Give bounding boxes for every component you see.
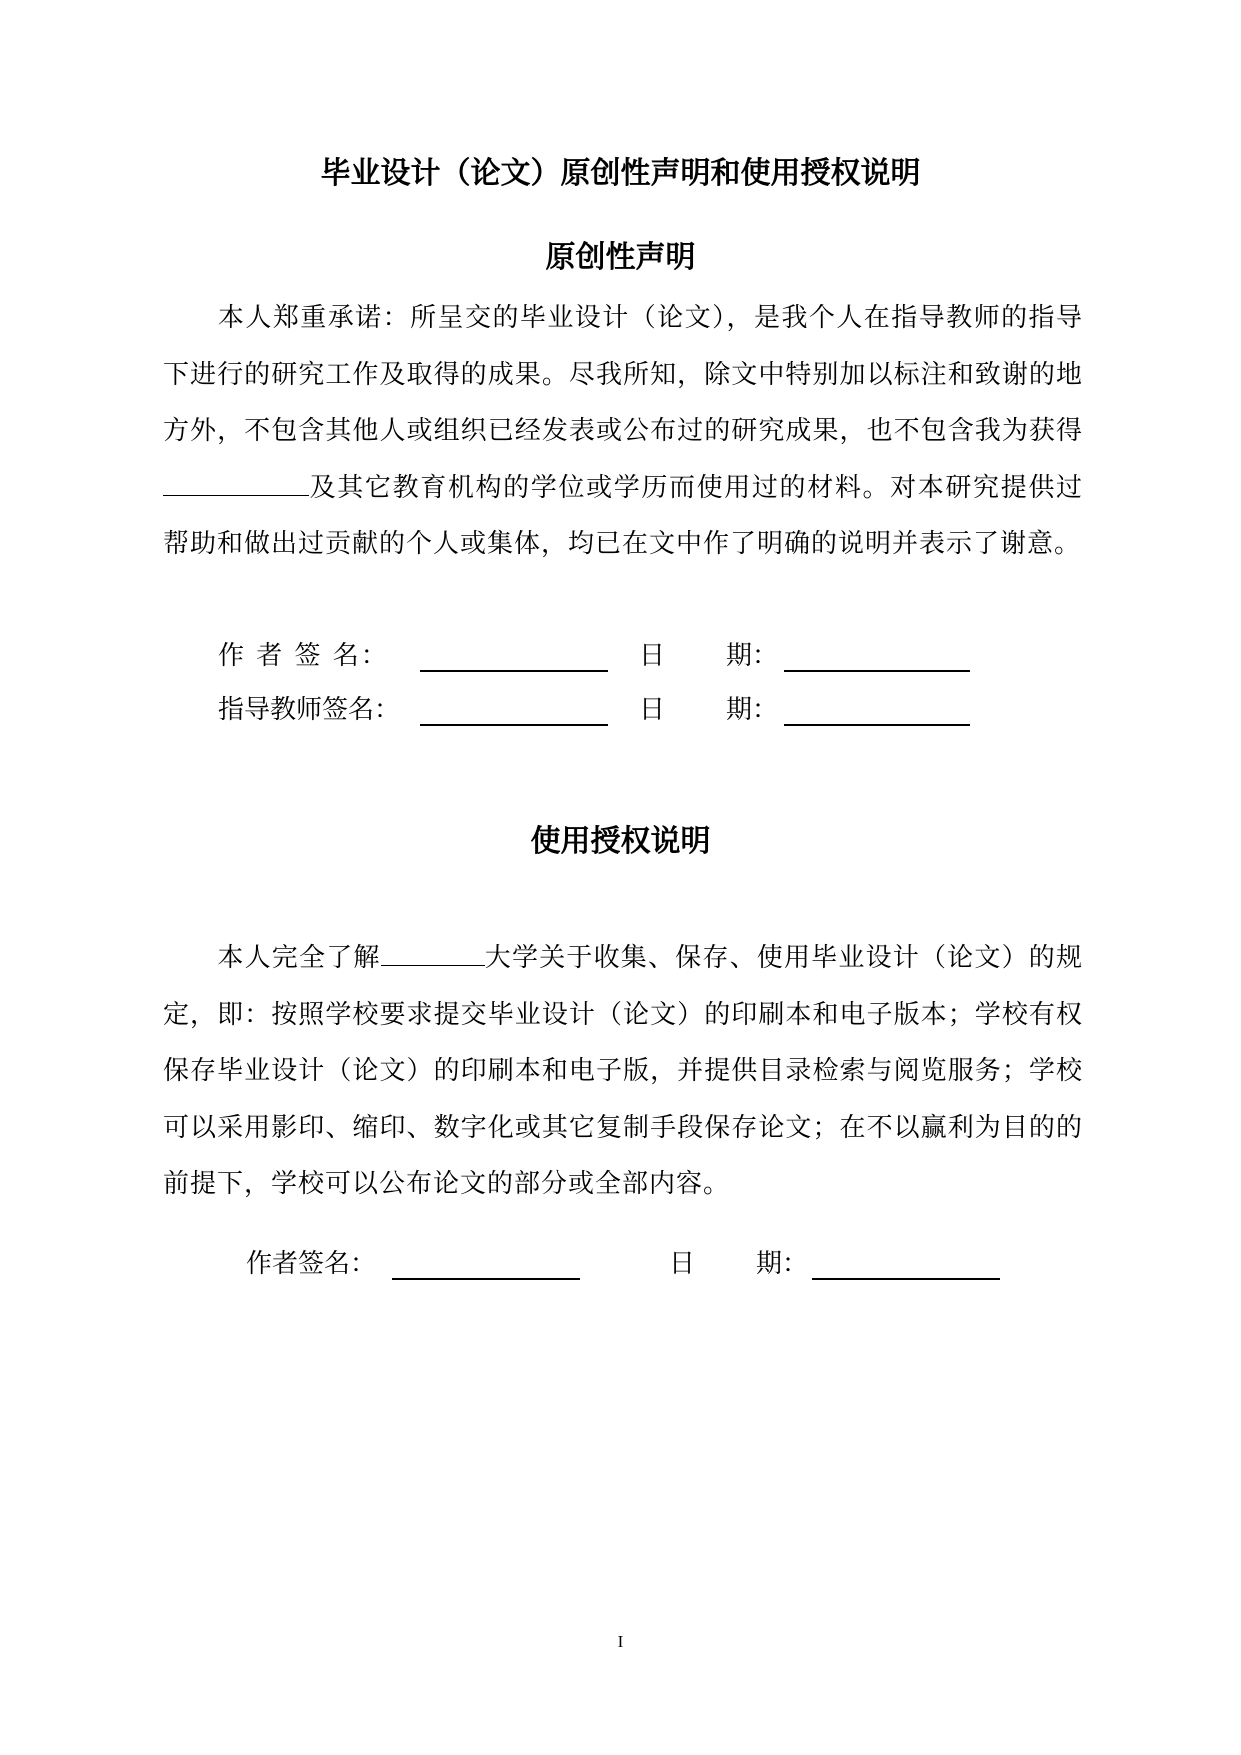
advisor-signature-line (420, 724, 608, 726)
originality-paragraph (163, 290, 1083, 573)
auth-author-signature-line (392, 1278, 580, 1280)
advisor-signature-label: 指导教师签名： (218, 695, 401, 725)
originality-text-part1: 本人郑重承诺：所呈交的毕业设计（论文），是我个人在指导教师的指导下进行的研究工作及取得的成果。尽我所知，除文中特别加以标注和致谢的地方外，不包含其他人或组织已经发表或公布过的研究成果，也不包含我为获得 (163, 303, 1083, 446)
author-date-label-char2: 期： (726, 641, 779, 671)
auth-author-signature-label: 作者签名： (246, 1249, 377, 1279)
university-blank-line (381, 943, 485, 966)
author-signature-row (0, 636, 1241, 676)
author-signature-line (420, 670, 608, 672)
authorization-heading: 使用授权说明 (530, 824, 711, 859)
advisor-date-label-char1: 日 (639, 695, 666, 725)
authorization-paragraph (163, 930, 1083, 1213)
page-number: I (617, 1632, 624, 1651)
authorization-text-part1: 本人完全了解 (163, 943, 381, 973)
advisor-signature-row (0, 690, 1241, 730)
author-signature-label: 作 者 签 名： (218, 641, 389, 671)
author-date-label-char1: 日 (639, 641, 666, 671)
author-date-line (784, 670, 970, 672)
advisor-date-label-char2: 期： (726, 695, 779, 725)
advisor-date-line (784, 724, 970, 726)
auth-date-label-char1: 日 (669, 1249, 696, 1279)
auth-date-label-char2: 期： (756, 1249, 809, 1279)
originality-heading: 原创性声明 (545, 240, 696, 275)
school-blank-line (163, 473, 309, 496)
auth-date-line (812, 1278, 1000, 1280)
authorization-text-part2: 大学关于收集、保存、使用毕业设计（论文）的规定，即：按照学校要求提交毕业设计（论文）的印刷本和电子版本；学校有权保存毕业设计（论文）的印刷本和电子版，并提供目录检索与阅览服务；学校可以采用影印、缩印、数字化或其它复制手段保存论文；在不以赢利为目的的前提下，学校可以公布论文的部分或全部内容。 (163, 943, 1083, 1199)
originality-text-part2: 及其它教育机构的学位或学历而使用过的材料。对本研究提供过帮助和做出过贡献的个人或集体，均已在文中作了明确的说明并表示了谢意。 (163, 472, 1083, 559)
document-title: 毕业设计（论文）原创性声明和使用授权说明 (320, 156, 921, 191)
auth-author-signature-row (0, 1244, 1241, 1284)
